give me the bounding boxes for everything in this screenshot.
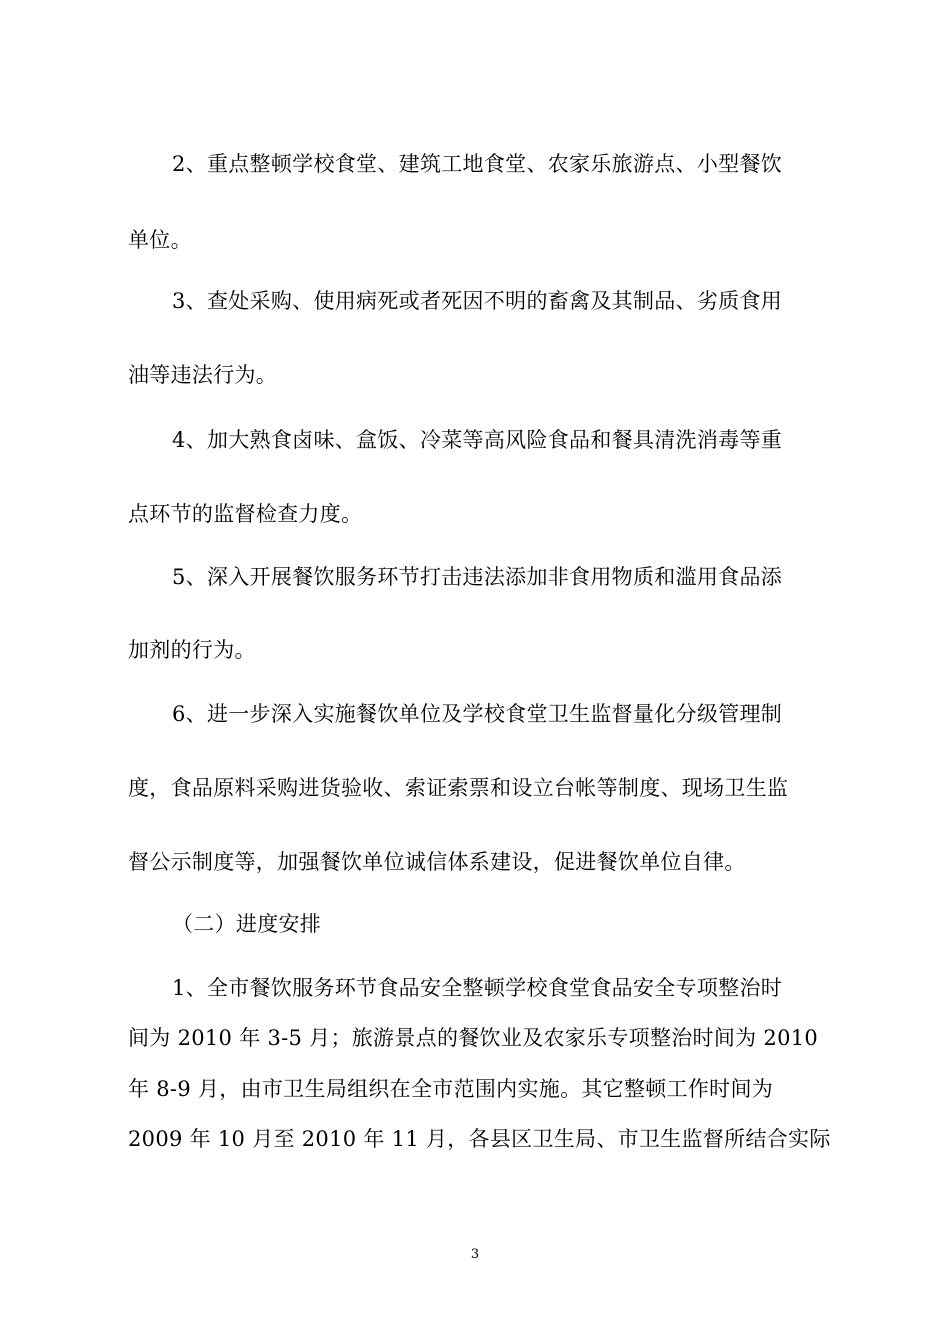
paragraph-line: 度，食品原料采购进货验收、索证索票和设立台帐等制度、现场卫生监 — [128, 776, 789, 800]
paragraph-line: 油等违法行为。 — [128, 363, 278, 387]
paragraph-line: 年 8-9 月，由市卫生局组织在全市范围内实施。其它整顿工作时间为 — [128, 1077, 774, 1101]
paragraph-line: 督公示制度等，加强餐饮单位诚信体系建设，促进餐饮单位自律。 — [128, 850, 746, 874]
paragraph-line: 间为 2010 年 3-5 月；旅游景点的餐饮业及农家乐专项整治时间为 2010 — [128, 1026, 819, 1050]
paragraph-line: 5、深入开展餐饮服务环节打击违法添加非食用物质和滥用食品添 — [172, 565, 783, 589]
paragraph-line: 1、全市餐饮服务环节食品安全整顿学校食堂食品安全专项整治时 — [172, 976, 783, 1000]
page-number: 3 — [470, 1247, 480, 1262]
paragraph-line: 点环节的监督检查力度。 — [128, 502, 363, 526]
paragraph-line: 2、重点整顿学校食堂、建筑工地食堂、农家乐旅游点、小型餐饮 — [172, 152, 783, 176]
paragraph-line: 6、进一步深入实施餐饮单位及学校食堂卫生监督量化分级管理制 — [172, 702, 783, 726]
paragraph-line: 加剂的行为。 — [128, 638, 256, 662]
paragraph-line: 单位。 — [128, 228, 192, 252]
section-heading: （二）进度安排 — [172, 912, 322, 936]
paragraph-line: 4、加大熟食卤味、盒饭、冷菜等高风险食品和餐具清洗消毒等重 — [172, 428, 783, 452]
paragraph-line: 2009 年 10 月至 2010 年 11 月，各县区卫生局、市卫生监督所结合实际 — [128, 1127, 831, 1151]
paragraph-line: 3、查处采购、使用病死或者死因不明的畜禽及其制品、劣质食用 — [172, 289, 783, 313]
